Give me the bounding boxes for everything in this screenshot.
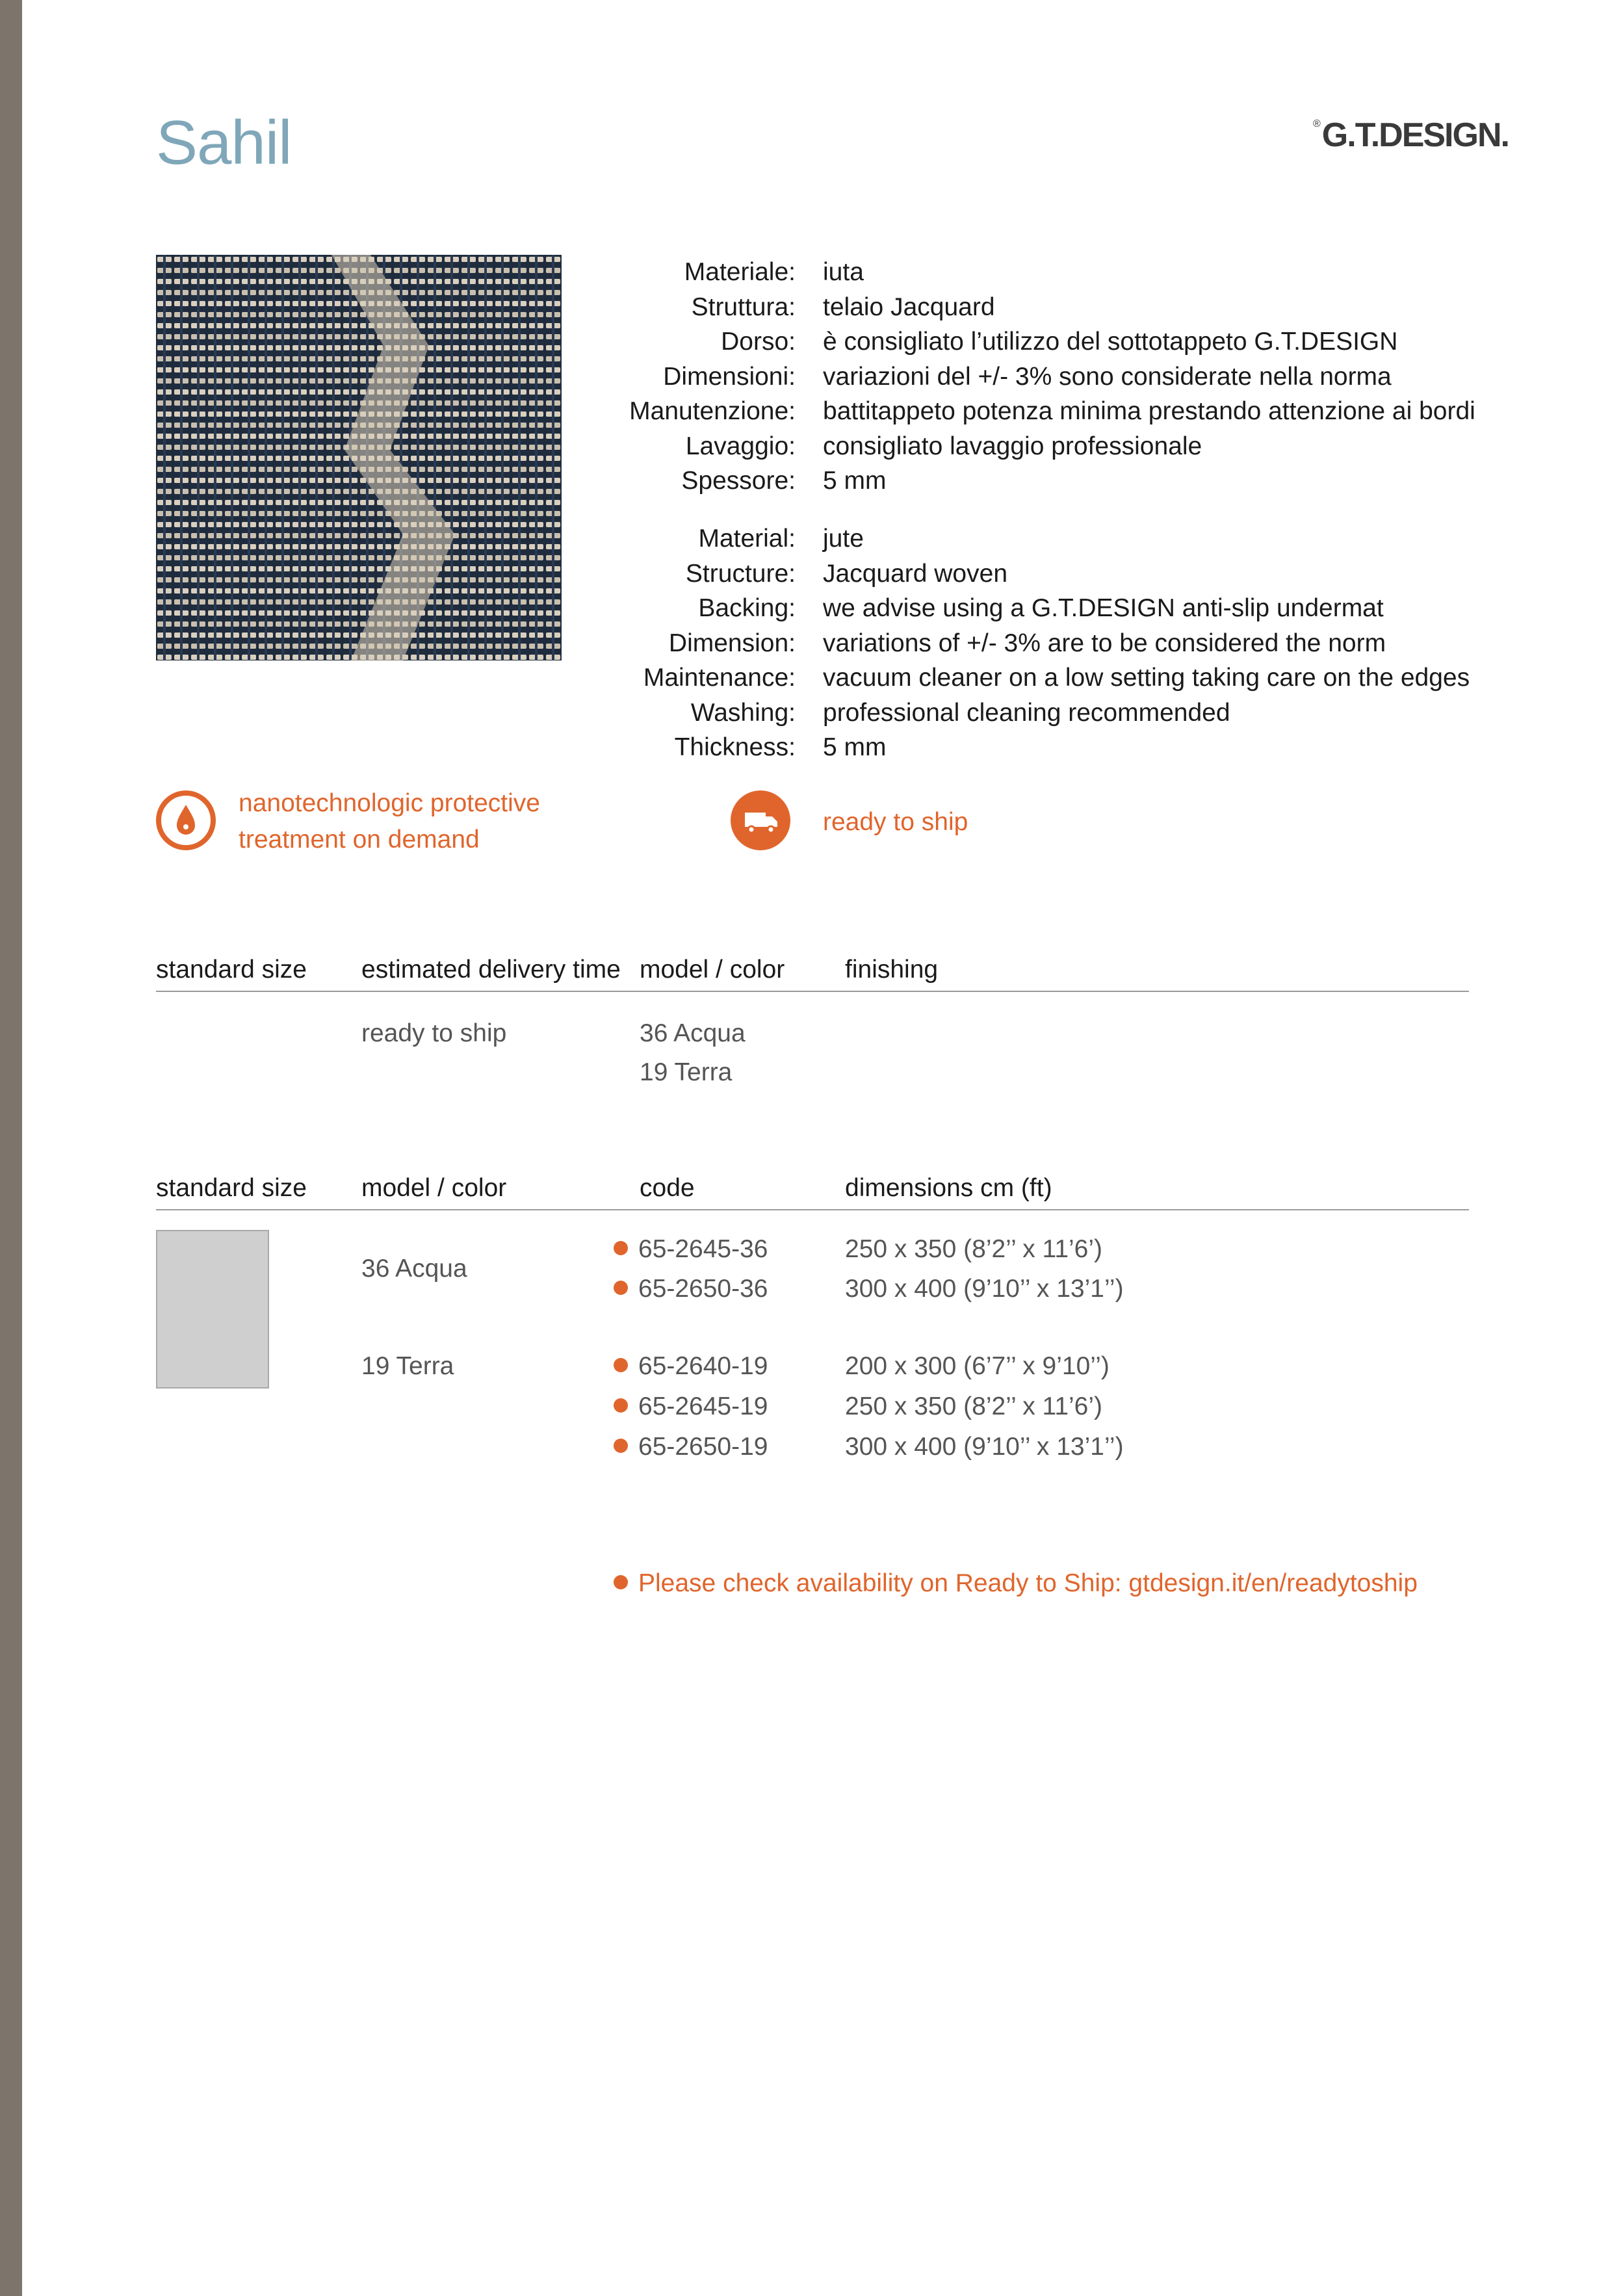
code-value: 65-2645-19: [638, 1392, 768, 1420]
table2-header-model: model / color: [361, 1174, 507, 1202]
table2-header-size: standard size: [156, 1174, 307, 1202]
treatment-line-2: treatment on demand: [239, 826, 480, 854]
spec-label: Manutenzione:: [629, 397, 796, 425]
spec-label: Spessore:: [681, 467, 796, 495]
spec-value: 5 mm: [823, 467, 887, 495]
treatment-line-1: nanotechnologic protective: [239, 789, 540, 817]
dimension-value: 250 x 350 (8’2’’ x 11’6’): [845, 1235, 1103, 1263]
code-value: 65-2650-19: [638, 1433, 768, 1461]
table1-rule: [156, 991, 1469, 992]
treatment-note: [239, 785, 540, 858]
table1-header-finishing: finishing: [845, 956, 939, 984]
code-row: [614, 1352, 768, 1381]
code-row: [614, 1392, 768, 1421]
spec-label: Washing:: [690, 698, 796, 727]
drop-icon: [156, 790, 216, 850]
table2-header-code: code: [640, 1174, 695, 1202]
dimension-value: 300 x 400 (9’10’’ x 13’1’’): [845, 1275, 1124, 1303]
spec-value: è consigliato l’utilizzo del sottotappeto G.T.DESIGN: [823, 328, 1398, 356]
code-row: [614, 1235, 768, 1264]
spec-label: Lavaggio:: [685, 432, 796, 460]
delivery-value: ready to ship: [361, 1019, 507, 1047]
table2-header-dimensions: dimensions cm (ft): [845, 1174, 1052, 1202]
spec-value: battitappeto potenza minima prestando attenzione ai bordi: [823, 397, 1475, 425]
spec-value: telaio Jacquard: [823, 293, 995, 321]
spec-value: 5 mm: [823, 733, 887, 761]
availability-bullet-icon: [614, 1241, 628, 1255]
dimension-value: 300 x 400 (9’10’’ x 13’1’’): [845, 1433, 1124, 1461]
spec-value: jute: [823, 525, 864, 553]
spec-value: variazioni del +/- 3% sono considerate nella norma: [823, 362, 1392, 391]
truck-icon: [731, 790, 790, 850]
product-title: Sahil: [156, 108, 292, 177]
spec-label: Material:: [698, 525, 796, 553]
availability-bullet-icon: [614, 1281, 628, 1295]
spec-value: vacuum cleaner on a low setting taking care on the edges: [823, 664, 1470, 692]
size-thumbnail: [156, 1230, 269, 1389]
dimension-value: 200 x 300 (6’7’’ x 9’10’’): [845, 1352, 1110, 1380]
spec-label: Dimensioni:: [663, 362, 796, 391]
spec-value: we advise using a G.T.DESIGN anti-slip undermat: [823, 594, 1384, 622]
availability-bullet-icon: [614, 1358, 628, 1372]
table1-header-size: standard size: [156, 956, 307, 984]
table2-model-acqua: 36 Acqua: [361, 1255, 467, 1283]
table2-model-terra: 19 Terra: [361, 1352, 454, 1380]
table1-header-delivery: estimated delivery time: [361, 956, 621, 984]
spec-value: variations of +/- 3% are to be considered the norm: [823, 629, 1386, 657]
availability-note-text: Please check availability on Ready to Ship: gtdesign.it/en/readytoship: [638, 1569, 1418, 1597]
code-row: [614, 1275, 768, 1303]
spec-value: Jacquard woven: [823, 559, 1008, 588]
spec-value: professional cleaning recommended: [823, 698, 1230, 727]
ready-to-ship-label: ready to ship: [823, 808, 968, 836]
spec-value: consigliato lavaggio professionale: [823, 432, 1202, 460]
spec-label: Structure:: [685, 559, 796, 588]
table2-rule: [156, 1209, 1469, 1210]
table1-model-0: 36 Acqua: [640, 1019, 746, 1047]
spec-label: Dorso:: [721, 328, 796, 356]
spec-value: iuta: [823, 258, 864, 286]
availability-bullet-icon: [614, 1398, 628, 1413]
availability-note: [614, 1569, 1418, 1598]
table1-header-model: model / color: [640, 956, 785, 984]
spec-label: Struttura:: [691, 293, 796, 321]
code-value: 65-2640-19: [638, 1352, 768, 1380]
code-row: [614, 1433, 768, 1461]
product-swatch-image: [156, 255, 562, 660]
brand-logo: [1313, 116, 1509, 155]
spec-label: Materiale:: [684, 258, 796, 286]
code-value: 65-2650-36: [638, 1275, 768, 1303]
brand-name: G.T.DESIGN.: [1321, 116, 1509, 154]
availability-bullet-icon: [614, 1439, 628, 1453]
side-band: [0, 0, 22, 2296]
spec-label: Backing:: [698, 594, 796, 622]
availability-bullet-icon: [614, 1575, 628, 1589]
table1-model-1: 19 Terra: [640, 1058, 733, 1086]
spec-label: Thickness:: [674, 733, 796, 761]
registered-mark: ®: [1313, 118, 1319, 129]
spec-label: Dimension:: [668, 629, 796, 657]
spec-label: Maintenance:: [643, 664, 796, 692]
code-value: 65-2645-36: [638, 1235, 768, 1263]
dimension-value: 250 x 350 (8’2’’ x 11’6’): [845, 1392, 1103, 1420]
